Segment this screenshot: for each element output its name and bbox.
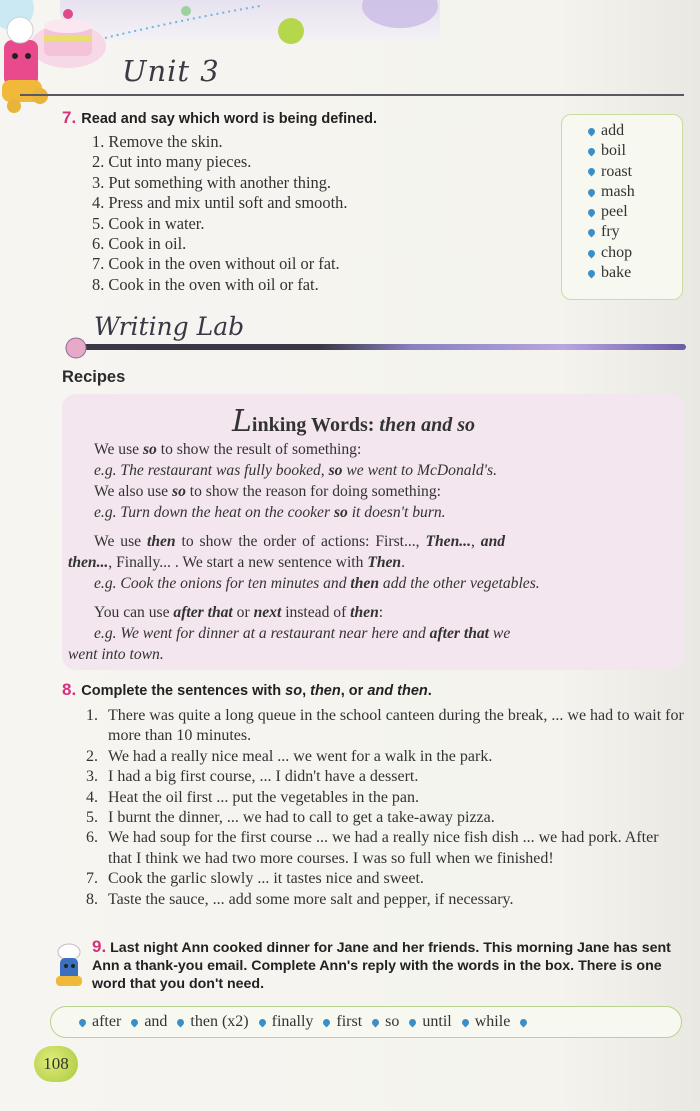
bullet-icon bbox=[587, 228, 597, 238]
bullet-icon bbox=[587, 147, 597, 157]
bullet-icon bbox=[519, 1017, 529, 1027]
word-item: fry bbox=[588, 222, 682, 242]
bubble-small bbox=[181, 6, 191, 16]
exercise-7-heading bbox=[62, 108, 377, 128]
box-title: Linking Words: then and so bbox=[232, 404, 475, 439]
word-item: roast bbox=[588, 162, 682, 182]
unit-rule bbox=[20, 94, 684, 96]
example-line: e.g. Cook the onions for ten minutes and then add the other vegetables. bbox=[94, 575, 540, 592]
bullet-icon bbox=[587, 208, 597, 218]
word-option: finally bbox=[259, 1013, 314, 1031]
exercise-9-number: 9. bbox=[92, 937, 107, 956]
list-item: 6. We had soup for the first course ... we had a really nice fish dish ... we had pork. After that I think we had two more courses. I was so full when we finished! bbox=[86, 829, 659, 867]
bullet-icon bbox=[587, 268, 597, 278]
list-item: 5. I burnt the dinner, ... we had to call to get a take-away pizza. bbox=[86, 809, 495, 827]
exercise-8-number: 8. bbox=[62, 680, 77, 699]
bullet-icon bbox=[587, 167, 597, 177]
word-item: boil bbox=[588, 141, 682, 161]
bullet-icon bbox=[130, 1017, 140, 1027]
bullet-icon bbox=[587, 187, 597, 197]
example-line: e.g. The restaurant was fully booked, so we went to McDonald's. bbox=[94, 462, 497, 479]
rule-line: then..., Finally... . We start a new sentence with Then. bbox=[68, 554, 406, 571]
example-line: e.g. We went for dinner at a restaurant near here and after that we bbox=[94, 625, 511, 642]
page-number: 108 bbox=[34, 1046, 78, 1082]
bullet-icon bbox=[587, 248, 597, 258]
word-option: then (x2) bbox=[177, 1013, 248, 1031]
example-line: e.g. Turn down the heat on the cooker so it doesn't burn. bbox=[94, 504, 446, 521]
writing-lab-title: Writing Lab bbox=[94, 312, 245, 341]
list-item: 1. There was quite a long queue in the school canteen during the break, ... we had to wait for more than 10 minutes. bbox=[86, 707, 684, 745]
section-title: Recipes bbox=[62, 368, 126, 386]
word-item: bake bbox=[588, 263, 682, 283]
exercise-8-instruction: Complete the sentences with so, then, or and then. bbox=[81, 683, 432, 699]
word-box bbox=[561, 114, 683, 300]
word-item: mash bbox=[588, 182, 682, 202]
list-item: 7. Cook the garlic slowly ... it tastes nice and sweet. bbox=[86, 870, 424, 888]
list-item: 2. Cut into many pieces. bbox=[92, 152, 252, 172]
rule-line: You can use after that or next instead of then: bbox=[94, 604, 384, 621]
chef-small-icon bbox=[52, 942, 86, 990]
list-item: 1. Remove the skin. bbox=[92, 132, 223, 151]
rule-line: We use then to show the order of actions: First..., Then..., and bbox=[94, 533, 506, 550]
list-item: 3. Put something with another thing. bbox=[92, 172, 332, 192]
list-item: 7. Cook in the oven without oil or fat. bbox=[92, 254, 340, 274]
word-option: until bbox=[409, 1013, 451, 1031]
unit-title: Unit 3 bbox=[122, 54, 220, 88]
bubble-purple bbox=[362, 0, 438, 28]
list-item: 8. Cook in the oven with oil or fat. bbox=[92, 274, 319, 294]
list-item: 6. Cook in oil. bbox=[92, 234, 187, 254]
bullet-icon bbox=[78, 1017, 88, 1027]
writing-lab-rule bbox=[76, 344, 686, 350]
word-item: chop bbox=[588, 243, 682, 263]
bubble-green bbox=[278, 18, 304, 44]
bullet-icon bbox=[371, 1017, 381, 1027]
bullet-icon bbox=[322, 1017, 332, 1027]
exercise-7-number: 7. bbox=[62, 108, 77, 127]
word-option: first bbox=[323, 1013, 362, 1031]
list-item: 4. Press and mix until soft and smooth. bbox=[92, 193, 348, 213]
exercise-9-instruction: 9. Last night Ann cooked dinner for Jane and her friends. This morning Jane has sent Ann a thank-you email. Complete Ann's reply with the words in the box. There is one word that you don't need. bbox=[92, 937, 671, 992]
bullet-icon bbox=[176, 1017, 186, 1027]
rule-line: We use so to show the result of something: bbox=[94, 441, 362, 458]
word-option: so bbox=[372, 1013, 399, 1031]
pink-orb-icon bbox=[64, 336, 88, 360]
bullet-icon bbox=[257, 1017, 267, 1027]
exercise-7-list bbox=[92, 132, 347, 295]
example-line: went into town. bbox=[68, 646, 164, 663]
exercise-7-instruction: Read and say which word is being defined. bbox=[81, 111, 377, 127]
list-item: 4. Heat the oil first ... put the vegetables in the pan. bbox=[86, 788, 420, 806]
word-option: and bbox=[131, 1013, 167, 1031]
cake-icon bbox=[30, 9, 106, 68]
list-item: 3. I had a big first course, ... I didn't have a dessert. bbox=[86, 768, 419, 786]
bullet-icon bbox=[460, 1017, 470, 1027]
word-item: peel bbox=[588, 202, 682, 222]
word-choice-box bbox=[50, 1006, 682, 1038]
list-item: 5. Cook in water. bbox=[92, 213, 205, 233]
word-option: while bbox=[462, 1013, 511, 1031]
list-item: 8. Taste the sauce, ... add some more salt and pepper, if necessary. bbox=[86, 890, 514, 908]
word-item: add bbox=[588, 121, 682, 141]
bullet-icon bbox=[408, 1017, 418, 1027]
rule-line: We also use so to show the reason for doing something: bbox=[94, 483, 441, 500]
exercise-8-heading bbox=[62, 680, 432, 700]
word-option: after bbox=[79, 1013, 121, 1031]
exercise-8-list bbox=[86, 706, 686, 910]
list-item: 2. We had a really nice meal ... we went for a walk in the park. bbox=[86, 747, 493, 765]
bullet-icon bbox=[587, 126, 597, 136]
